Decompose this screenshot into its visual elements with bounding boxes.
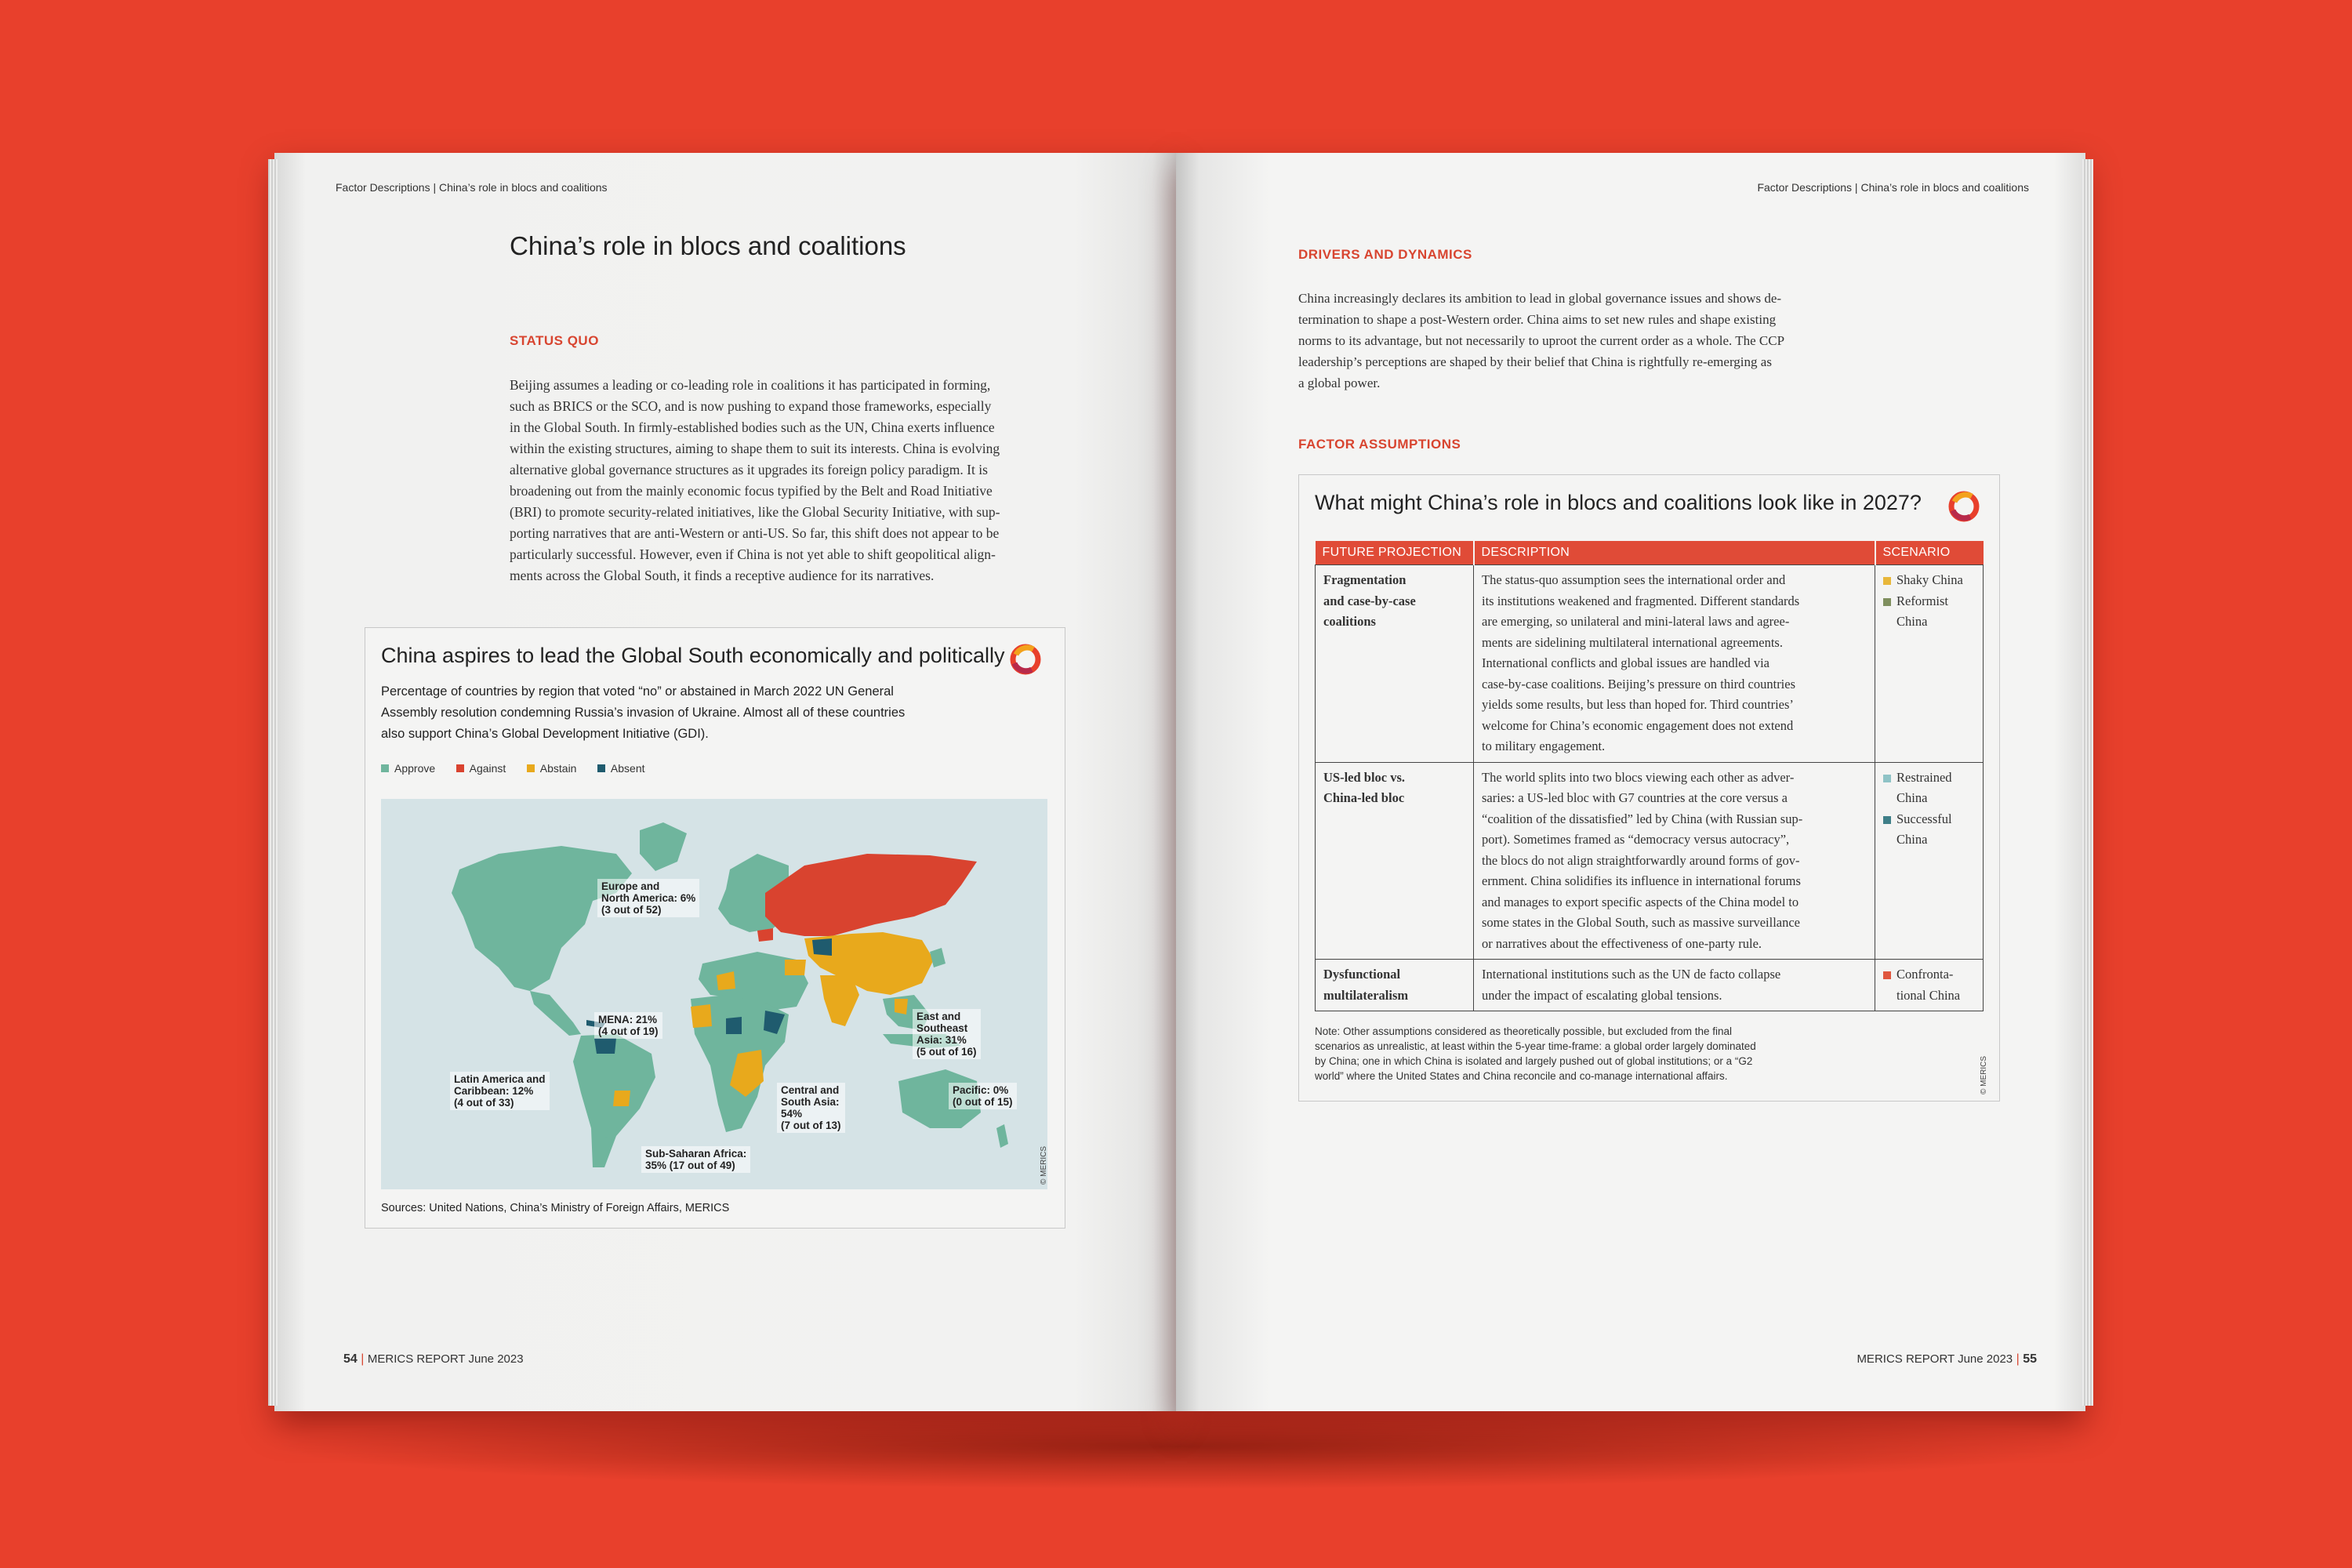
future-projection-table bbox=[1315, 541, 1984, 1011]
label-line: China bbox=[1896, 832, 1928, 847]
table-row bbox=[1316, 960, 1984, 1011]
right-page bbox=[1176, 153, 2085, 1411]
cell-line: some states in the Global South, such as massive surveillance bbox=[1482, 915, 1801, 930]
cell-line: ments are sidelining multilateral international agreements. bbox=[1482, 634, 1783, 650]
scenario-swatch bbox=[1883, 598, 1891, 606]
bolivia bbox=[613, 1091, 630, 1106]
page-title: China’s role in blocs and coalitions bbox=[510, 231, 906, 260]
cell-line: Dysfunctional bbox=[1323, 967, 1401, 982]
map-label-mena bbox=[594, 1012, 662, 1039]
text-line: Beijing assumes a leading or co-leading role in coalitions it has participated in forming, bbox=[510, 377, 991, 393]
merics-logo-icon bbox=[1010, 644, 1041, 675]
legend-label: Absent bbox=[610, 762, 645, 775]
page-stack-edge bbox=[268, 159, 278, 1406]
new-zealand bbox=[996, 1124, 1008, 1148]
cell-line: The status-quo assumption sees the international order and bbox=[1482, 572, 1786, 587]
north-america bbox=[452, 846, 632, 991]
scenario-label: Shaky China bbox=[1896, 572, 1963, 587]
venezuela bbox=[594, 1038, 616, 1054]
text-line: a global power. bbox=[1298, 376, 1381, 390]
legend-absent bbox=[597, 762, 645, 775]
text-line: alternative global governance structures as it upgrades its foreign policy paradigm. It is bbox=[510, 462, 988, 477]
description-cell bbox=[1474, 960, 1875, 1011]
folio-separator: | bbox=[361, 1352, 365, 1366]
folio-text: MERICS REPORT June 2023 bbox=[1857, 1352, 2013, 1366]
cell-line: or narratives about the effectiveness of one-party rule. bbox=[1482, 935, 1762, 951]
map-label-central-asia bbox=[777, 1083, 845, 1133]
cell-line: multilateralism bbox=[1323, 987, 1409, 1003]
label-line: 35% (17 out of 49) bbox=[645, 1160, 735, 1171]
text-line: in the Global South. In firmly-established bodies such as the UN, China exerts influence bbox=[510, 419, 995, 435]
scenario-swatch bbox=[1883, 775, 1891, 782]
text-line: ments across the Global South, it finds a receptive audience for its narratives. bbox=[510, 568, 935, 583]
scenario-item bbox=[1883, 570, 1975, 591]
cell-line: International institutions such as the UN de facto collapse bbox=[1482, 967, 1781, 982]
page-number: 55 bbox=[2023, 1352, 2037, 1366]
label-line: (5 out of 16) bbox=[916, 1046, 977, 1058]
cell-line: and manages to export specific aspects of the China model to bbox=[1482, 894, 1799, 909]
iran bbox=[785, 960, 806, 975]
label-line: (4 out of 19) bbox=[598, 1025, 659, 1037]
label-line: tional China bbox=[1896, 987, 1961, 1003]
scenario-label bbox=[1896, 964, 1960, 1006]
scenario-swatch bbox=[1883, 816, 1891, 824]
legend-swatch bbox=[456, 764, 464, 772]
cell-line: Fragmentation bbox=[1323, 572, 1406, 587]
text-line: termination to shape a post-Western order. China aims to set new rules and shape existing bbox=[1298, 312, 1777, 327]
figure-title: China aspires to lead the Global South economically and politically bbox=[381, 644, 1005, 667]
description-cell bbox=[1474, 565, 1875, 763]
label-line: North America: 6% bbox=[601, 892, 696, 904]
running-head: Factor Descriptions | China’s role in blocs and coalitions bbox=[1757, 181, 2029, 194]
label-line: Sub-Saharan Africa: bbox=[645, 1148, 747, 1160]
label-line: South Asia: bbox=[781, 1096, 840, 1108]
cell-line: its institutions weakened and fragmented. Different standards bbox=[1482, 593, 1800, 608]
subtitle-line: Percentage of countries by region that voted “no” or abstained in March 2022 UN General bbox=[381, 684, 894, 699]
text-line: such as BRICS or the SCO, and is now pushing to expand those frameworks, especially bbox=[510, 398, 992, 414]
table-row bbox=[1316, 762, 1984, 960]
status-quo-text bbox=[510, 375, 1066, 586]
label-line: Central and bbox=[781, 1084, 840, 1096]
text-line: broadening out from the mainly economic focus typified by the Belt and Road Initiative bbox=[510, 483, 993, 499]
label-line: China bbox=[1896, 614, 1928, 629]
scenario-item bbox=[1883, 768, 1975, 809]
drivers-heading: DRIVERS AND DYNAMICS bbox=[1298, 247, 1472, 262]
label-line: China bbox=[1896, 790, 1928, 805]
projection-table-box bbox=[1298, 474, 2000, 1102]
label-line: Confronta- bbox=[1896, 967, 1954, 982]
label-line: Europe and bbox=[601, 880, 660, 892]
belarus bbox=[757, 928, 773, 942]
text-line: porting narratives that are anti-Western or anti-US. So far, this shift does not appear to be bbox=[510, 525, 1000, 541]
cell-line: coalitions bbox=[1323, 614, 1376, 629]
projection-cell bbox=[1316, 960, 1474, 1011]
world-map bbox=[381, 799, 1047, 1189]
legend-label: Against bbox=[469, 762, 506, 775]
central-africa-absent bbox=[726, 1017, 742, 1034]
text-line: norms to its advantage, but not necessarily to uproot the current order as a whole. The CCP bbox=[1298, 333, 1785, 348]
scenario-label bbox=[1896, 591, 1948, 633]
label-line: Reformist bbox=[1896, 593, 1948, 608]
folio-separator: | bbox=[2016, 1352, 2020, 1366]
merics-logo-icon bbox=[1948, 491, 1980, 522]
cell-line: The world splits into two blocs viewing each other as adver- bbox=[1482, 769, 1795, 785]
scenario-label bbox=[1896, 809, 1952, 851]
table-header-row bbox=[1316, 541, 1984, 565]
note-line: scenarios as unrealistic, at least within the 5-year time-frame: a global order largely dominated bbox=[1315, 1040, 1756, 1052]
cell-line: International conflicts and global issues are handled via bbox=[1482, 655, 1770, 670]
label-line: Caribbean: 12% bbox=[454, 1085, 534, 1097]
legend-approve bbox=[381, 762, 435, 775]
russia bbox=[765, 854, 977, 936]
text-line: within the existing structures, aiming to shape them to suit its interests. China is evolving bbox=[510, 441, 1000, 456]
cell-line: and case-by-case bbox=[1323, 593, 1416, 608]
label-line: (3 out of 52) bbox=[601, 904, 662, 916]
india bbox=[820, 975, 859, 1026]
greenland bbox=[640, 822, 687, 871]
running-head: Factor Descriptions | China’s role in blocs and coalitions bbox=[336, 181, 608, 194]
map-legend bbox=[381, 762, 662, 776]
text-line: leadership’s perceptions are shaped by their belief that China is rightfully re-emerging as bbox=[1298, 354, 1772, 369]
scenario-swatch bbox=[1883, 577, 1891, 585]
world-map-shapes bbox=[381, 799, 1047, 1189]
cell-line: US-led bloc vs. bbox=[1323, 769, 1406, 785]
label-line: (7 out of 13) bbox=[781, 1120, 841, 1131]
factor-assumptions-heading: FACTOR ASSUMPTIONS bbox=[1298, 437, 1461, 452]
figure-subtitle bbox=[381, 681, 905, 745]
note-line: world” where the United States and China reconcile and co-manage international affairs. bbox=[1315, 1070, 1728, 1082]
label-line: (0 out of 15) bbox=[953, 1096, 1013, 1108]
left-page bbox=[274, 153, 1176, 1411]
book-shadow bbox=[267, 1403, 2093, 1490]
label-line: Restrained bbox=[1896, 769, 1952, 785]
folio-text: MERICS REPORT June 2023 bbox=[367, 1352, 524, 1366]
label-line: Latin America and bbox=[454, 1073, 546, 1085]
table-row bbox=[1316, 565, 1984, 763]
column-header: DESCRIPTION bbox=[1474, 541, 1875, 565]
status-quo-heading: STATUS QUO bbox=[510, 333, 599, 348]
map-figure-box bbox=[365, 627, 1065, 1229]
scenario-item bbox=[1883, 591, 1975, 633]
open-report-book bbox=[274, 153, 2085, 1411]
note-line: by China; one in which China is isolated and largely pushed out of global institutions; or a “G2 bbox=[1315, 1055, 1753, 1067]
legend-label: Abstain bbox=[539, 762, 577, 775]
column-header: FUTURE PROJECTION bbox=[1316, 541, 1474, 565]
vietnam-laos bbox=[895, 999, 908, 1014]
projection-cell bbox=[1316, 565, 1474, 763]
label-line: East and bbox=[916, 1011, 961, 1022]
legend-swatch bbox=[381, 764, 389, 772]
subtitle-line: Assembly resolution condemning Russia’s invasion of Ukraine. Almost all of these countries bbox=[381, 706, 906, 720]
cell-line: “coalition of the dissatisfied” led by China (with Russian sup- bbox=[1482, 811, 1803, 826]
legend-against bbox=[456, 762, 506, 775]
projection-cell bbox=[1316, 762, 1474, 960]
text-line: (BRI) to promote security-related initiatives, like the Global Security Initiative, with sup- bbox=[510, 504, 1000, 520]
label-line: (4 out of 33) bbox=[454, 1097, 514, 1109]
map-label-east-asia bbox=[913, 1009, 981, 1059]
cell-line: yields some results, but less than hoped for. Third countries’ bbox=[1482, 697, 1794, 712]
note-line: Note: Other assumptions considered as theoretically possible, but excluded from the final bbox=[1315, 1025, 1733, 1037]
cell-line: China-led bloc bbox=[1323, 790, 1405, 805]
label-line: Pacific: 0% bbox=[953, 1084, 1009, 1096]
figure-sources: Sources: United Nations, China’s Ministry of Foreign Affairs, MERICS bbox=[381, 1202, 730, 1214]
scenario-cell bbox=[1875, 762, 1984, 960]
cell-line: case-by-case coalitions. Beijing’s pressure on third countries bbox=[1482, 676, 1796, 691]
cell-line: welcome for China’s economic engagement does not extend bbox=[1482, 717, 1794, 733]
table-credit: © MERICS bbox=[1980, 1055, 1988, 1094]
legend-label: Approve bbox=[394, 762, 436, 775]
cell-line: port). Sometimes framed as “democracy versus autocracy”, bbox=[1482, 832, 1790, 847]
page-folio bbox=[1857, 1352, 2037, 1367]
label-line: 54% bbox=[781, 1108, 803, 1120]
scenario-item bbox=[1883, 809, 1975, 851]
cell-line: to military engagement. bbox=[1482, 739, 1606, 753]
label-line: Successful bbox=[1896, 811, 1952, 826]
japan bbox=[930, 948, 946, 967]
page-number: 54 bbox=[343, 1352, 358, 1366]
text-line: China increasingly declares its ambition to lead in global governance issues and shows de- bbox=[1298, 291, 1782, 306]
scenario-swatch bbox=[1883, 971, 1891, 979]
legend-abstain bbox=[527, 762, 577, 775]
page-folio bbox=[343, 1352, 524, 1367]
scenario-label bbox=[1896, 768, 1952, 809]
figure-credit: © MERICS bbox=[1040, 1145, 1048, 1185]
west-africa-abstain bbox=[691, 1004, 712, 1028]
cell-line: saries: a US-led bloc with G7 countries at the core versus a bbox=[1482, 790, 1788, 805]
page-stack-edge bbox=[2082, 159, 2093, 1406]
central-america bbox=[530, 991, 581, 1036]
label-line: Southeast bbox=[916, 1022, 968, 1034]
text-line: particularly successful. However, even if China is not yet able to shift geopolitical align- bbox=[510, 546, 996, 562]
description-cell bbox=[1474, 762, 1875, 960]
subtitle-line: also support China’s Global Development Initiative (GDI). bbox=[381, 727, 709, 741]
cell-line: the blocs do not align straightforwardly around forms of gov- bbox=[1482, 852, 1800, 868]
central-asia-absent bbox=[812, 938, 832, 956]
map-label-pacific bbox=[949, 1083, 1017, 1109]
column-header: SCENARIO bbox=[1875, 541, 1984, 565]
scenario-item bbox=[1883, 964, 1975, 1006]
label-line: Asia: 31% bbox=[916, 1034, 967, 1046]
drivers-text bbox=[1298, 288, 1863, 394]
label-line: MENA: 21% bbox=[598, 1014, 658, 1025]
legend-swatch bbox=[527, 764, 535, 772]
scenario-cell bbox=[1875, 960, 1984, 1011]
cell-line: ernment. China solidifies its influence in international forums bbox=[1482, 873, 1801, 888]
map-label-europe bbox=[597, 879, 699, 917]
map-label-latin-america bbox=[450, 1072, 550, 1110]
table-title: What might China’s role in blocs and coalitions look like in 2027? bbox=[1315, 491, 1922, 514]
table-note bbox=[1315, 1024, 1864, 1083]
cell-line: under the impact of escalating global tensions. bbox=[1482, 987, 1722, 1003]
legend-swatch bbox=[597, 764, 605, 772]
cell-line: are emerging, so unilateral and mini-lateral laws and agree- bbox=[1482, 614, 1790, 629]
scenario-cell bbox=[1875, 565, 1984, 763]
map-label-africa bbox=[641, 1146, 750, 1173]
